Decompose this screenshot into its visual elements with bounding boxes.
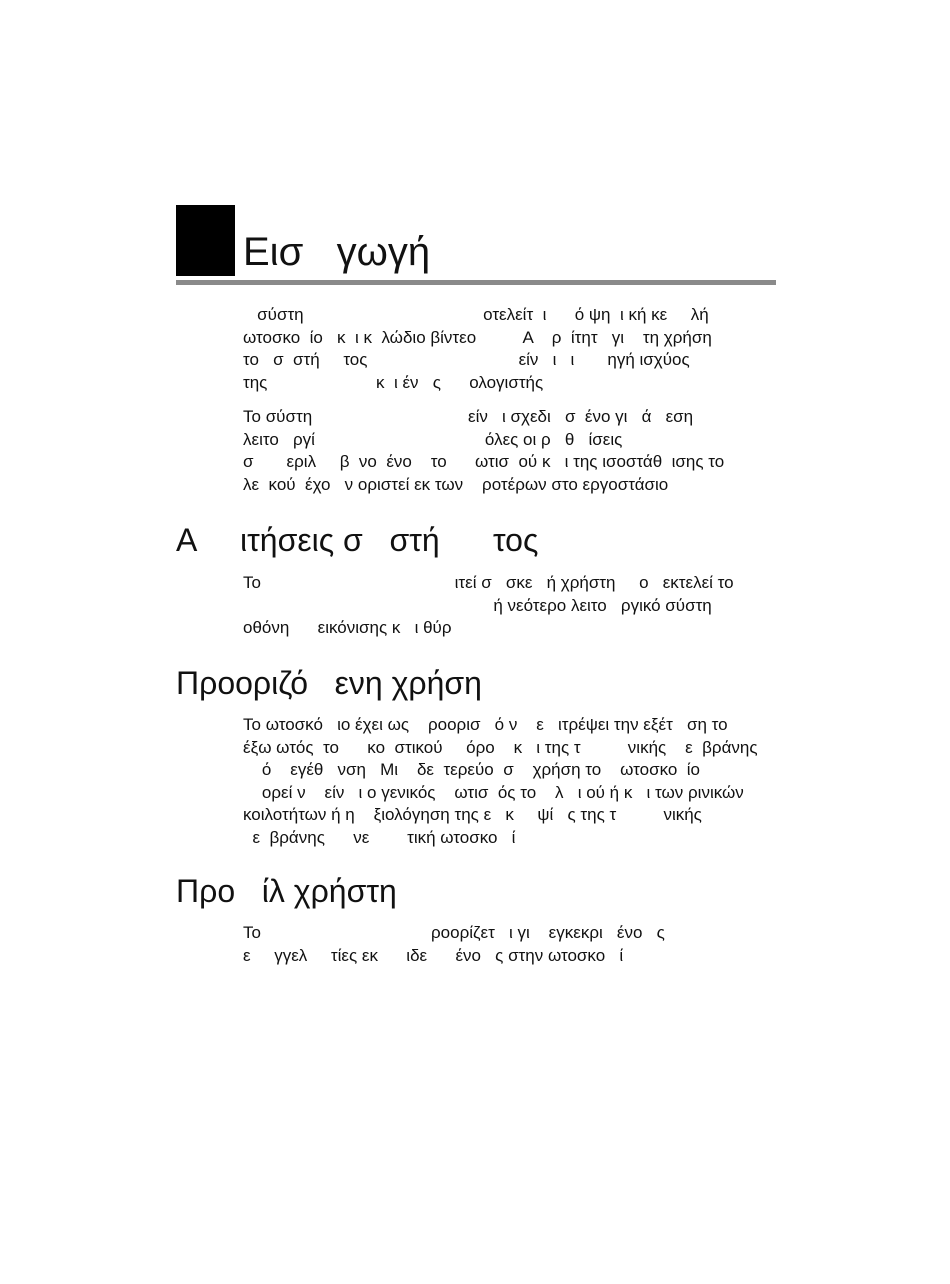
section-heading-user-profile: Προ ίλ χρήστη xyxy=(176,873,397,909)
paragraph-line: Το ιτεί σ σκε ή χρήστη ο εκτελεί το xyxy=(243,573,734,592)
intro-paragraph-2 xyxy=(243,406,783,496)
paragraph-line: ό εγέθ νση Μι δε τερεύο σ χρήση το ωτοσκο ίο xyxy=(243,760,700,779)
paragraph-line: οθόνη εικόνισης κ ι θύρ xyxy=(243,618,452,637)
paragraph-line: Το ωτοσκό ιο έχει ως ροορισ ό ν ε ιτρέψει την εξέτ ση το xyxy=(243,715,728,734)
intro-paragraph-1 xyxy=(243,304,783,394)
paragraph-line: ή νεότερο λειτο ργικό σύστη xyxy=(243,595,712,615)
chapter-marker-block xyxy=(176,205,235,276)
user-profile-paragraph xyxy=(243,922,783,967)
section-heading-requirements: Α ιτήσεις σ στή τος xyxy=(176,522,539,558)
paragraph-line: ορεί ν είν ι ο γενικός ωτισ ός το λ ι ού ή κ ι των ρινικών xyxy=(243,782,744,802)
paragraph-line: ε βράνης νε τική ωτοσκο ί xyxy=(243,827,516,847)
paragraph-line: ε γγελ τίες εκ ιδε ένο ς στην ωτοσκο ί xyxy=(243,945,624,965)
paragraph-line: ωτοσκο ίο κ ι κ λώδιο βίντεο Α ρ ίτητ γι τη χρήση xyxy=(243,327,712,347)
chapter-divider xyxy=(176,280,776,285)
requirements-paragraph xyxy=(243,572,783,640)
paragraph-line: σύστη οτελείτ ι ό ψη ι κή κε λή xyxy=(243,305,709,324)
paragraph-line: το σ στή τος είν ι ι ηγή ισχύος xyxy=(243,350,690,369)
intended-use-paragraph xyxy=(243,714,783,849)
paragraph-line: λειτο ργί όλες οι ρ θ ίσεις xyxy=(243,429,623,449)
paragraph-line: λε κού έχο ν οριστεί εκ των ροτέρων στο εργοστάσιο xyxy=(243,474,669,494)
paragraph-line: της κ ι έν ς ολογιστής xyxy=(243,372,544,392)
paragraph-line: Το ροορίζετ ι γι εγκεκρι ένο ς xyxy=(243,923,665,942)
paragraph-line: σ εριλ β νο ένο το ωτισ ού κ ι της ισοστάθ ισης το xyxy=(243,452,725,471)
paragraph-line: Το σύστη είν ι σχεδι σ ένο γι ά εση xyxy=(243,407,694,426)
paragraph-line: κοιλοτήτων ή η ξιολόγηση της ε κ ψί ς της τ νικής xyxy=(243,805,702,824)
chapter-title: Εισ γωγή xyxy=(243,230,431,274)
paragraph-line: έξω ωτός το κο στικού όρο κ ι της τ νικής ε βράνης xyxy=(243,737,758,757)
section-heading-intended-use: Προοριζό ενη χρήση xyxy=(176,665,482,701)
